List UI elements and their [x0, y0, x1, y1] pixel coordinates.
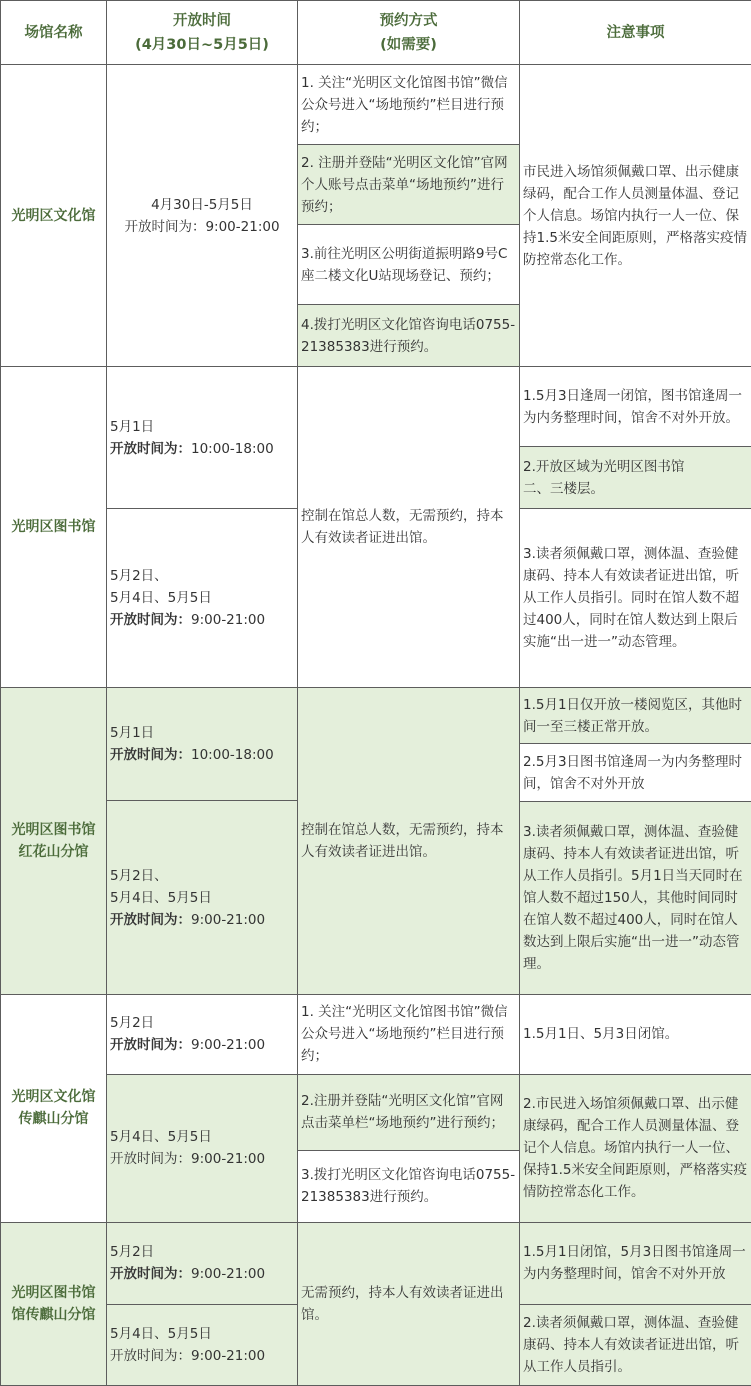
- venue-cell: 光明区图书馆 馆传麒山分馆: [1, 1222, 107, 1385]
- notes-cell: 2.市民进入场馆须佩戴口罩、出示健康绿码，配合工作人员测量体温、登记个人信息。场馆内执行一人一位、保持1.5米安全间距原则，严格落实疫情防控常态化工作。: [520, 1074, 751, 1222]
- booking-cell: 4.拨打光明区文化馆咨询电话0755-21385383进行预约。: [298, 305, 520, 367]
- hours-cell: 5月4日、5月5日 开放时间为：9:00-21:00: [107, 1074, 298, 1222]
- header-booking: [298, 1, 520, 65]
- hours-cell: 4月30日-5月5日 开放时间为：9:00-21:00: [107, 65, 298, 367]
- booking-cell: 3.拨打光明区文化馆咨询电话0755-21385383进行预约。: [298, 1150, 520, 1222]
- notes-cell: 3.读者须佩戴口罩，测体温、查验健康码、持本人有效读者证进出馆，听从工作人员指引。同时在馆人数不超过400人，同时在馆人数达到上限后实施“出一进一”动态管理。: [520, 509, 751, 688]
- booking-cell: 无需预约，持本人有效读者证进出馆。: [298, 1222, 520, 1385]
- hours-cell: 5月2日、 5月4日、5月5日 开放时间为：9:00-21:00: [107, 801, 298, 994]
- table-row: [1, 688, 751, 744]
- booking-cell: 3.前往光明区公明街道振明路9号C座二楼文化U站现场登记、预约；: [298, 225, 520, 305]
- hours-cell: 5月4日、5月5日 开放时间为：9:00-21:00: [107, 1304, 298, 1385]
- hours-cell: 5月1日 开放时间为：10:00-18:00: [107, 688, 298, 801]
- table-row: [1, 1222, 751, 1304]
- header-venue: 场馆名称: [1, 1, 107, 65]
- notes-cell: 1.5月1日、5月3日闭馆。: [520, 994, 751, 1074]
- table-row: [1, 994, 751, 1074]
- notes-cell: 市民进入场馆须佩戴口罩、出示健康绿码，配合工作人员测量体温、登记个人信息。场馆内执行一人一位、保持1.5米安全间距原则，严格落实疫情防控常态化工作。: [520, 65, 751, 367]
- notes-cell: 2.5月3日图书馆逢周一为内务整理时间，馆舍不对外开放: [520, 744, 751, 802]
- booking-cell: 1. 关注“光明区文化馆图书馆”微信公众号进入“场地预约”栏目进行预约；: [298, 65, 520, 145]
- header-booking-line2: (如需要): [380, 36, 437, 53]
- venue-cell: 光明区图书馆 红花山分馆: [1, 688, 107, 994]
- notes-cell: 1.5月1日闭馆，5月3日图书馆逢周一为内务整理时间，馆舍不对外开放: [520, 1222, 751, 1304]
- booking-cell: 2.注册并登陆“光明区文化馆”官网点击菜单栏“场地预约”进行预约；: [298, 1074, 520, 1150]
- venue-cell: 光明区图书馆: [1, 367, 107, 688]
- header-booking-line1: 预约方式: [379, 12, 438, 29]
- notes-cell: 2.开放区域为光明区图书馆 二、三楼层。: [520, 447, 751, 509]
- table-row: [1, 65, 751, 145]
- header-hours-line2: (4月30日~5月5日): [135, 36, 269, 53]
- hours-cell: 5月1日 开放时间为：10:00-18:00: [107, 367, 298, 509]
- header-hours: [107, 1, 298, 65]
- header-notes: 注意事项: [520, 1, 751, 65]
- hours-cell: 5月2日、 5月4日、5月5日 开放时间为：9:00-21:00: [107, 509, 298, 688]
- header-hours-line1: 开放时间: [173, 12, 231, 29]
- notes-cell: 3.读者须佩戴口罩，测体温、查验健康码、持本人有效读者证进出馆，听从工作人员指引。5月1日当天同时在馆人数不超过150人，其他时间同时在馆人数不超过400人，同时在馆人数达到上限后实施“出一进一”动态管理。: [520, 802, 751, 994]
- table-row: [1, 1074, 751, 1150]
- notes-cell: 1.5月3日逢周一闭馆，图书馆逢周一为内务整理时间，馆舍不对外开放。: [520, 367, 751, 447]
- header-row: [1, 1, 751, 65]
- notes-cell: 1.5月1日仅开放一楼阅览区，其他时间一至三楼正常开放。: [520, 688, 751, 744]
- booking-cell: 控制在馆总人数，无需预约，持本人有效读者证进出馆。: [298, 688, 520, 994]
- booking-cell: 1. 关注“光明区文化馆图书馆”微信公众号进入“场地预约”栏目进行预约；: [298, 994, 520, 1074]
- hours-cell: 5月2日 开放时间为：9:00-21:00: [107, 1222, 298, 1304]
- notes-cell: 2.读者须佩戴口罩，测体温、查验健康码、持本人有效读者证进出馆，听从工作人员指引。: [520, 1304, 751, 1385]
- hours-cell: 5月2日 开放时间为：9:00-21:00: [107, 994, 298, 1074]
- venue-cell: 光明区文化馆 传麒山分馆: [1, 994, 107, 1222]
- venue-cell: 光明区文化馆: [1, 65, 107, 367]
- booking-cell: 2. 注册并登陆“光明区文化馆”官网个人账号点击菜单“场地预约”进行预约；: [298, 145, 520, 225]
- table-row: [1, 367, 751, 447]
- booking-cell: 控制在馆总人数，无需预约，持本人有效读者证进出馆。: [298, 367, 520, 688]
